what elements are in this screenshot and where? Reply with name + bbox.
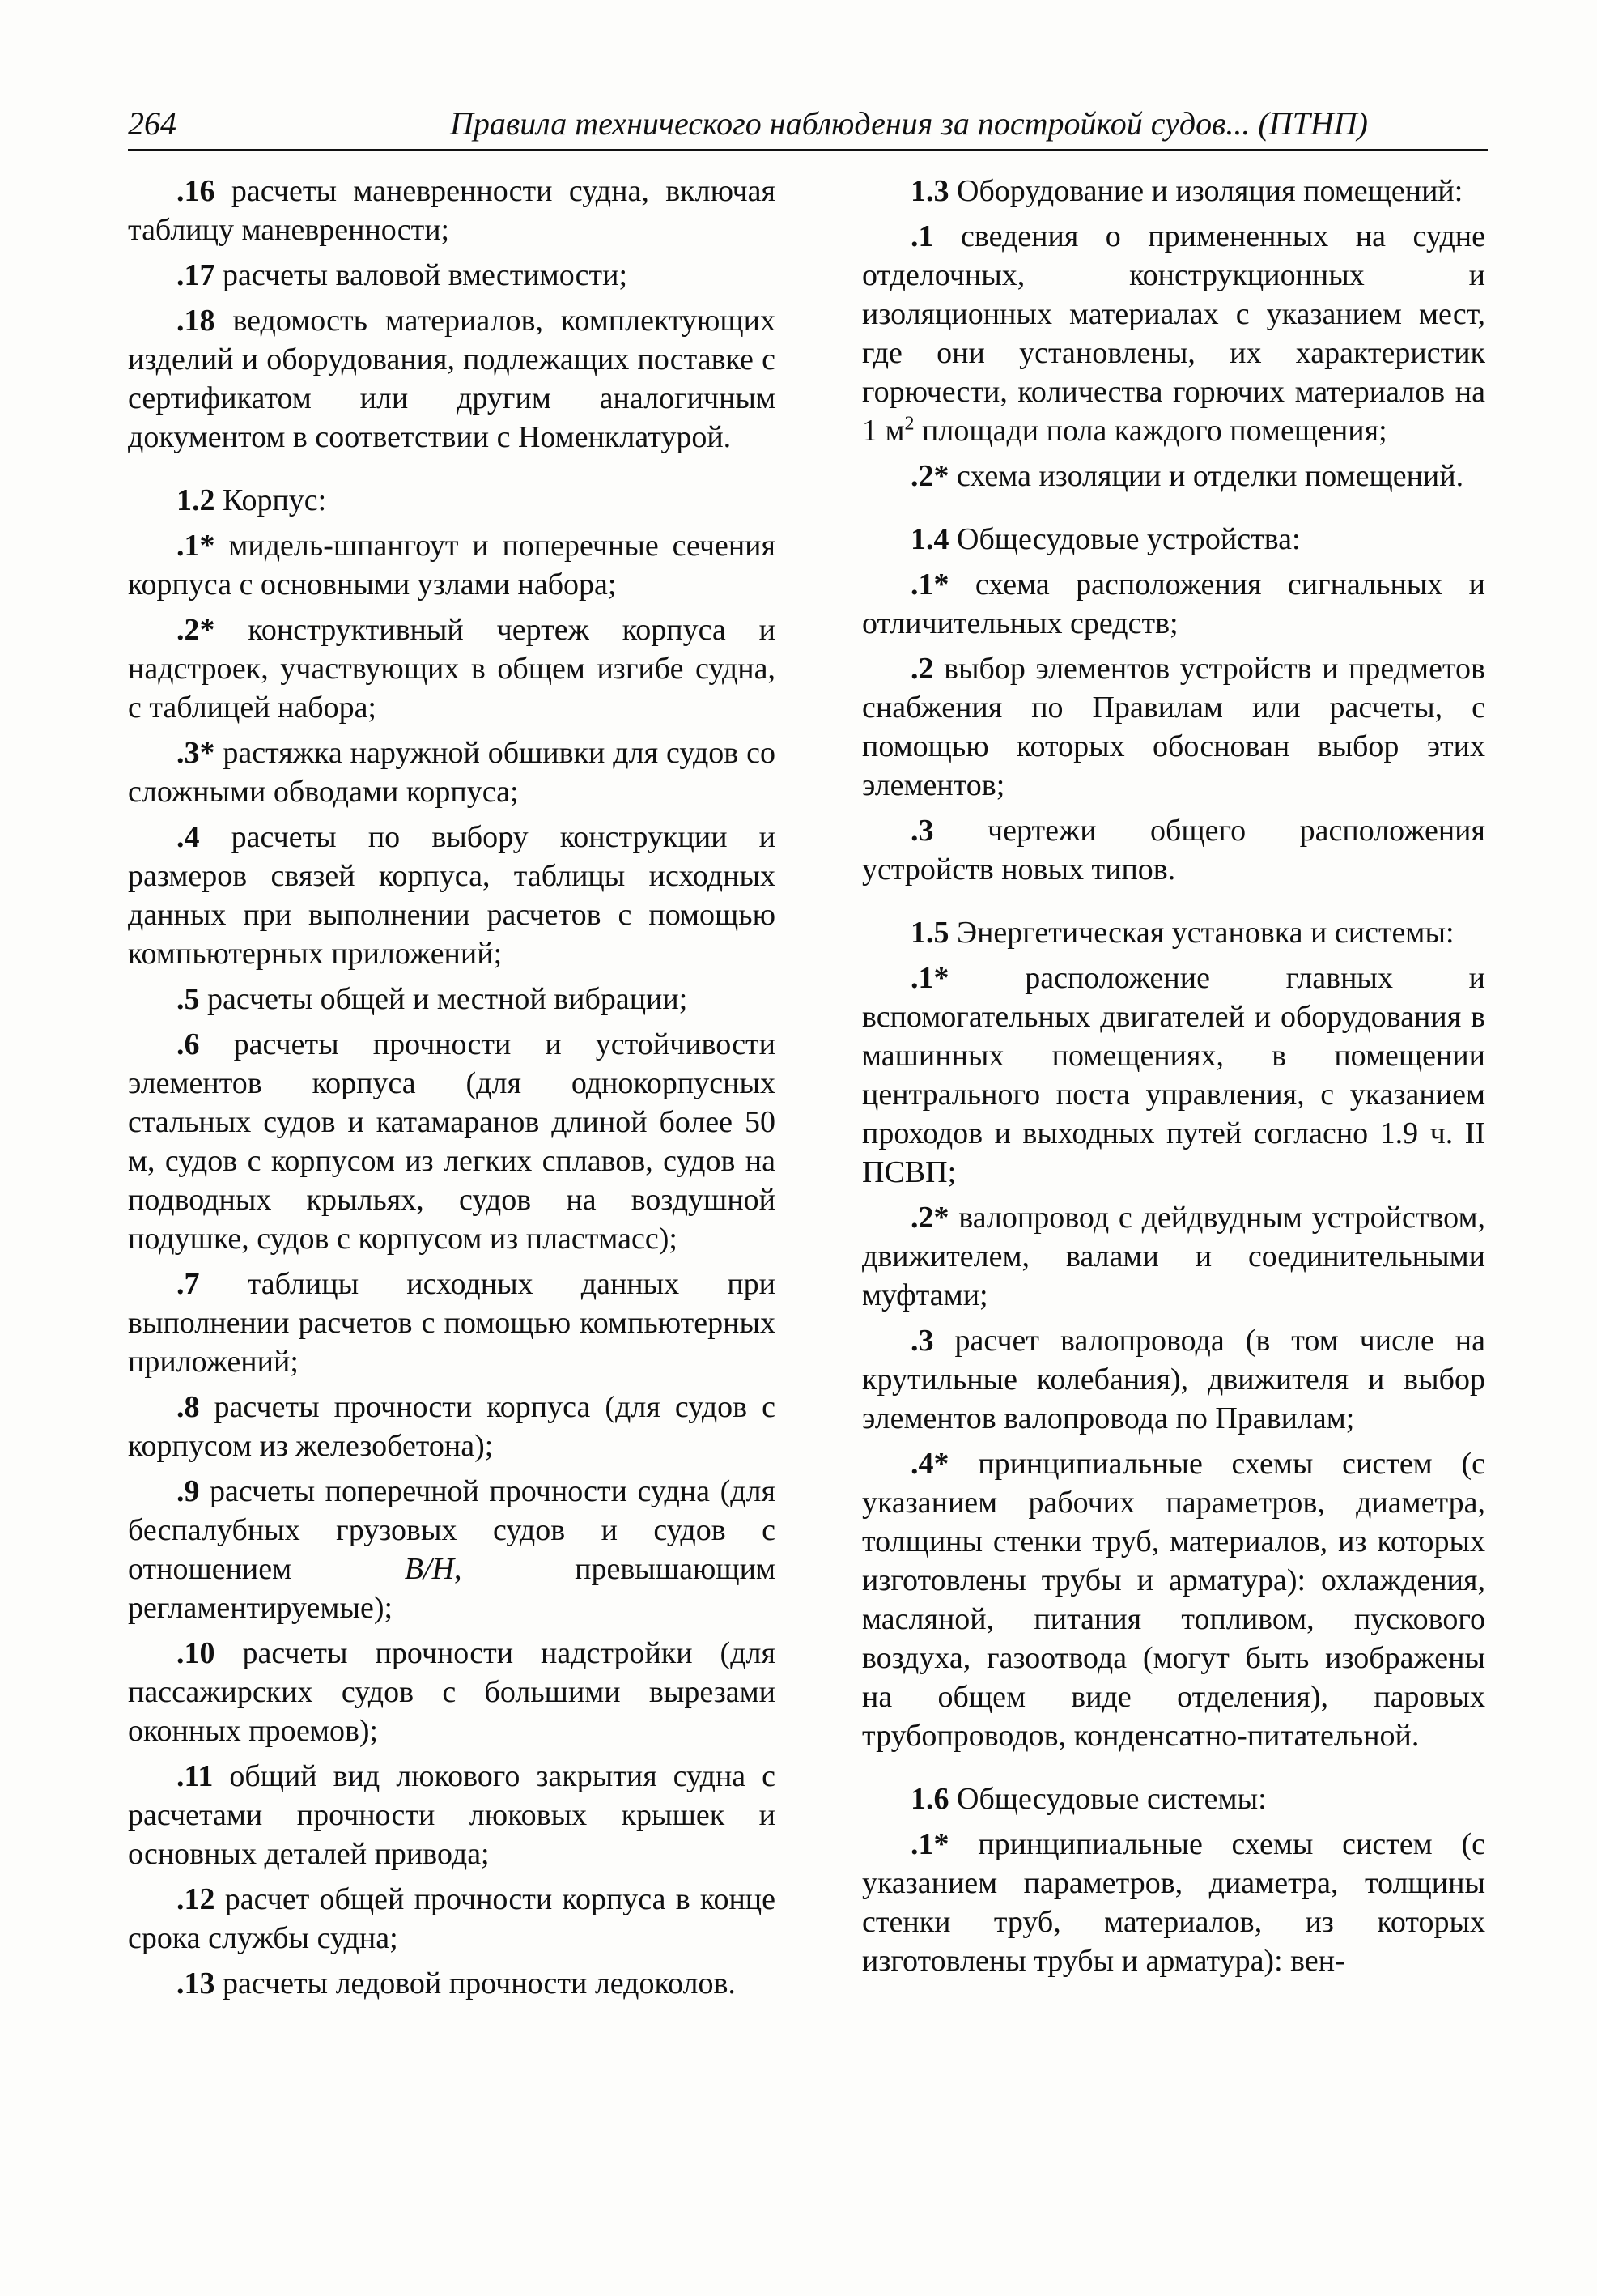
list-item: .6 расчеты прочности и устойчивости элементов корпуса (для однокорпусных стальных судов и катамаранов длиной более 50 м, судов с корпусом из легких сплавов, судов на подводных крыльях, судов на воздушной подушке, судов с корпусом из пластмасс);: [128, 1027, 775, 1256]
list-item: .4 расчеты по выбору конструкции и размеров связей корпуса, таблицы исходных данных при выполнении расчетов с помощью компьютерных приложений;: [128, 820, 775, 971]
section-heading: 1.2 Корпус:: [176, 483, 327, 517]
list-item: .17 расчеты валовой вместимости;: [176, 258, 628, 292]
list-item: .12 расчет общей прочности корпуса в конце срока службы судна;: [128, 1882, 775, 1955]
list-item: .1* мидель-шпангоут и поперечные сечения корпуса с основными узлами набора;: [128, 529, 775, 602]
list-item: .7 таблицы исходных данных при выполнении расчетов с помощью компьютерных приложений;: [128, 1267, 775, 1379]
section-heading: 1.4 Общесудовые устройства:: [911, 522, 1301, 556]
list-item: .2* валопровод с дейдвудным устройством, движителем, валами и соединительными муфтами;: [862, 1201, 1485, 1312]
list-item: .1 сведения о примененных на судне отделочных, конструкционных и изоляционных материалах с указанием мест, где они установлены, их характеристик горючести, количества горючих материалов на 1 $м^2$ площади пола каждого помещения;: [862, 219, 1485, 448]
list-item: .2 выбор элементов устройств и предметов снабжения по Правилам или расчеты, с помощью которых обоснован выбор этих элементов;: [862, 652, 1485, 802]
list-item: .13 расчеты ледовой прочности ледоколов.: [176, 1966, 736, 2000]
list-item: .16 расчеты маневренности судна, включая таблицу маневренности;: [128, 174, 775, 247]
list-item: .18 ведомость материалов, комплектующих изделий и оборудования, подлежащих поставке с сертификатом или другим аналогичным документом в соответствии с Номенклатурой.: [128, 304, 775, 454]
list-item: .5 расчеты общей и местной вибрации;: [176, 982, 688, 1016]
list-item: .2* конструктивный чертеж корпуса и надстроек, участвующих в общем изгибе судна, с таблицей набора;: [128, 613, 775, 725]
list-item: .3 чертежи общего расположения устройств новых типов.: [862, 814, 1485, 887]
list-item: .3 расчет валопровода (в том числе на крутильные колебания), движителя и выбор элементов валопровода по Правилам;: [862, 1324, 1485, 1435]
running-title: Правила технического наблюдения за постройкой судов... (ПТНП): [450, 105, 1368, 142]
list-item: .3* растяжка наружной обшивки для судов со сложными обводами корпуса;: [128, 736, 775, 809]
left-column: [128, 172, 775, 2009]
list-item: .1* расположение главных и вспомогательных двигателей и оборудования в машинных помещениях, в помещении центрального поста управления, с указанием проходов и выходных путей согласно 1.9 ч. II ПСВП;: [862, 961, 1485, 1189]
list-item: .9 расчеты поперечной прочности судна (для беспалубных грузовых судов и судов с отношением B/H, превышающим регламентируемые);: [128, 1474, 775, 1625]
list-item: .11 общий вид люкового закрытия судна с расчетами прочности люковых крышек и основных деталей привода;: [128, 1759, 775, 1871]
list-item: .1* принципиальные схемы систем (с указанием параметров, диаметра, толщины стенки труб, материалов, из которых изготовлены трубы и арматура): вен-: [862, 1827, 1485, 1978]
page-number: 264: [128, 105, 176, 142]
list-item: .10 расчеты прочности надстройки (для пассажирских судов с большими вырезами оконных проемов);: [128, 1636, 775, 1748]
right-column: [862, 172, 1485, 1987]
list-item: .1* схема расположения сигнальных и отличительных средств;: [862, 568, 1485, 640]
list-item: .8 расчеты прочности корпуса (для судов с корпусом из железобетона);: [128, 1390, 775, 1463]
list-item: .4* принципиальные схемы систем (с указанием рабочих параметров, диаметра, толщины стенки труб, материалов, из которых изготовлены трубы и арматура): охлаждения, масляной, питания топливом, пускового воздуха, газоотвода (могут быть изображены на общем виде отделения), паровых трубопроводов, конденсатно-питательной.: [862, 1447, 1485, 1753]
section-heading: 1.5 Энергетическая установка и системы:: [911, 916, 1455, 950]
section-heading: 1.3 Оборудование и изоляция помещений:: [911, 174, 1463, 208]
list-item: .2* схема изоляции и отделки помещений.: [911, 459, 1464, 493]
section-heading: 1.6 Общесудовые системы:: [911, 1782, 1267, 1816]
page-header: [128, 104, 1488, 151]
